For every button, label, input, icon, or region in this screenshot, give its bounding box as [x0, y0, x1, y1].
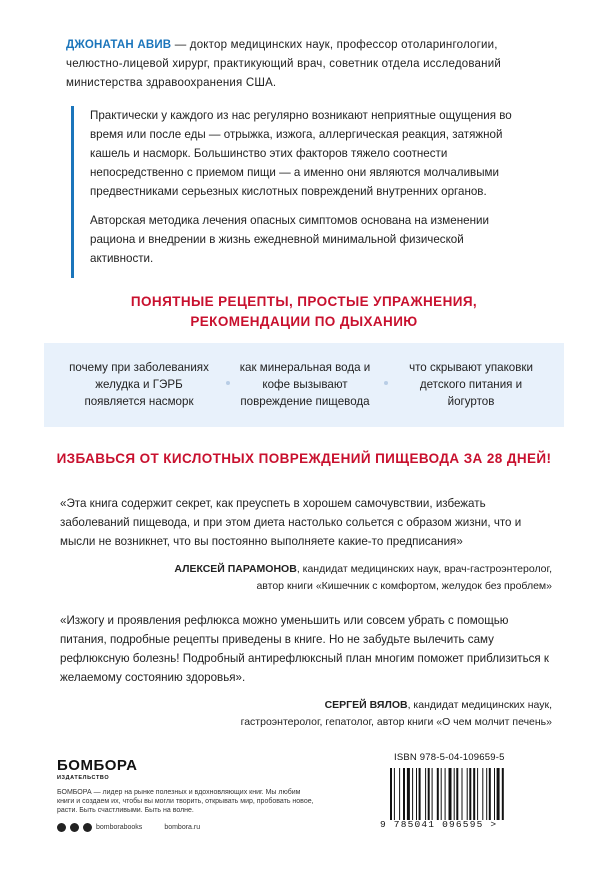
headline-recipes-line1: ПОНЯТНЫЕ РЕЦЕПТЫ, ПРОСТЫЕ УПРАЖНЕНИЯ, — [130, 294, 478, 309]
publisher-description: БОМБОРА — лидер на рынке полезных и вдохновляющих книг. Мы любим книги и создаем их, чтобы вы могли творить, открывать мир, пробовать новое, расти. Быть счастливыми. Быть на волне. — [57, 789, 314, 814]
headline-28-days: ИЗБАВЬСЯ ОТ КИСЛОТНЫХ ПОВРЕЖДЕНИЙ ПИЩЕВОДА ЗА 28 ДНЕЙ! — [56, 451, 552, 466]
publisher-website: bombora.ru — [164, 824, 201, 831]
feature-item: почему при заболеваниях желудка и ГЭРБ появляется насморк — [69, 361, 209, 408]
intro-paragraph-1: Практически у каждого из нас регулярно возникают неприятные ощущения во время или после еды — отрыжка, изжога, аллергическая реакция, затяжной кашель и насморк. Большинство этих факторов тяжело соотнести непосредственно с приемом пищи — а именно они являются молчаливыми предвестниками серьезных кислотных повреждений внутренних органов. — [90, 109, 512, 198]
review-quote-2 — [60, 611, 552, 731]
author-name: ДЖОНАТАН АВИВ — [66, 39, 172, 51]
quote-signature — [60, 561, 552, 595]
vk-icon — [70, 823, 79, 832]
feature-item: что скрывают упаковки детского питания и йогуртов — [409, 361, 533, 408]
instagram-icon — [83, 823, 92, 832]
publisher-logo-subtitle: ИЗДАТЕЛЬСТВО — [57, 775, 110, 781]
quote-author: АЛЕКСЕЙ ПАРАМОНОВ — [174, 563, 297, 575]
social-handle: bomborabooks — [96, 824, 143, 831]
barcode-icon — [388, 768, 538, 820]
feature-item: как минеральная вода и кофе вызывают повреждение пищевода — [239, 361, 371, 408]
facebook-icon — [57, 823, 66, 832]
intro-paragraph-2: Авторская методика лечения опасных симптомов основана на изменении рациона и внедрении в жизнь ежедневной минимальной физической активности. — [90, 214, 489, 265]
quote-credentials-line2: автор книги «Кишечник с комфортом, желудок без проблем» — [256, 580, 552, 592]
review-quote-1 — [60, 494, 552, 595]
barcode-digits: 9 785041 096595 > — [380, 819, 498, 830]
quote-text: «Эта книга содержит секрет, как преуспеть в хорошем самочувствии, избежать заболеваний пищевода, и при этом диета настолько сольется с образом жизни, что и мысли не возникнет, что вы постоянно выполняете какие-то предписания» — [60, 497, 522, 548]
isbn-number: ISBN 978-5-04-109659-5 — [394, 752, 505, 763]
author-description: — доктор медицинских наук, профессор отоларингологии, челюстно-лицевой хирург, практикующий врач, советник отдела исследований министерства здравоохранения США. — [66, 39, 501, 89]
quote-author: СЕРГЕЙ ВЯЛОВ — [324, 699, 408, 711]
bullet-dot-icon — [384, 381, 388, 385]
quote-credentials: , кандидат медицинских наук, врач-гастроэнтеролог, — [296, 563, 552, 575]
headline-recipes-line2: РЕКОМЕНДАЦИИ ПО ДЫХАНИЮ — [190, 314, 418, 329]
quote-credentials-line2: гастроэнтеролог, гепатолог, автор книги «О чем молчит печень» — [240, 716, 552, 728]
features-band — [44, 343, 564, 427]
publisher-socials — [57, 823, 200, 832]
intro-block — [71, 106, 530, 278]
quote-credentials: , кандидат медицинских наук, — [407, 699, 552, 711]
publisher-logo: БОМБОРА — [57, 757, 138, 774]
quote-signature — [60, 697, 552, 731]
headline-recipes — [0, 292, 608, 332]
author-bio — [66, 36, 556, 93]
quote-text: «Изжогу и проявления рефлюкса можно уменьшить или совсем убрать с помощью питания, подробные рецепты приведены в книге. Но не забудьте вылечить саму рефлюксную болезнь! Подробный антирефлюксный план многим поможет приблизиться к желаемому состоянию здоровья». — [60, 614, 549, 684]
